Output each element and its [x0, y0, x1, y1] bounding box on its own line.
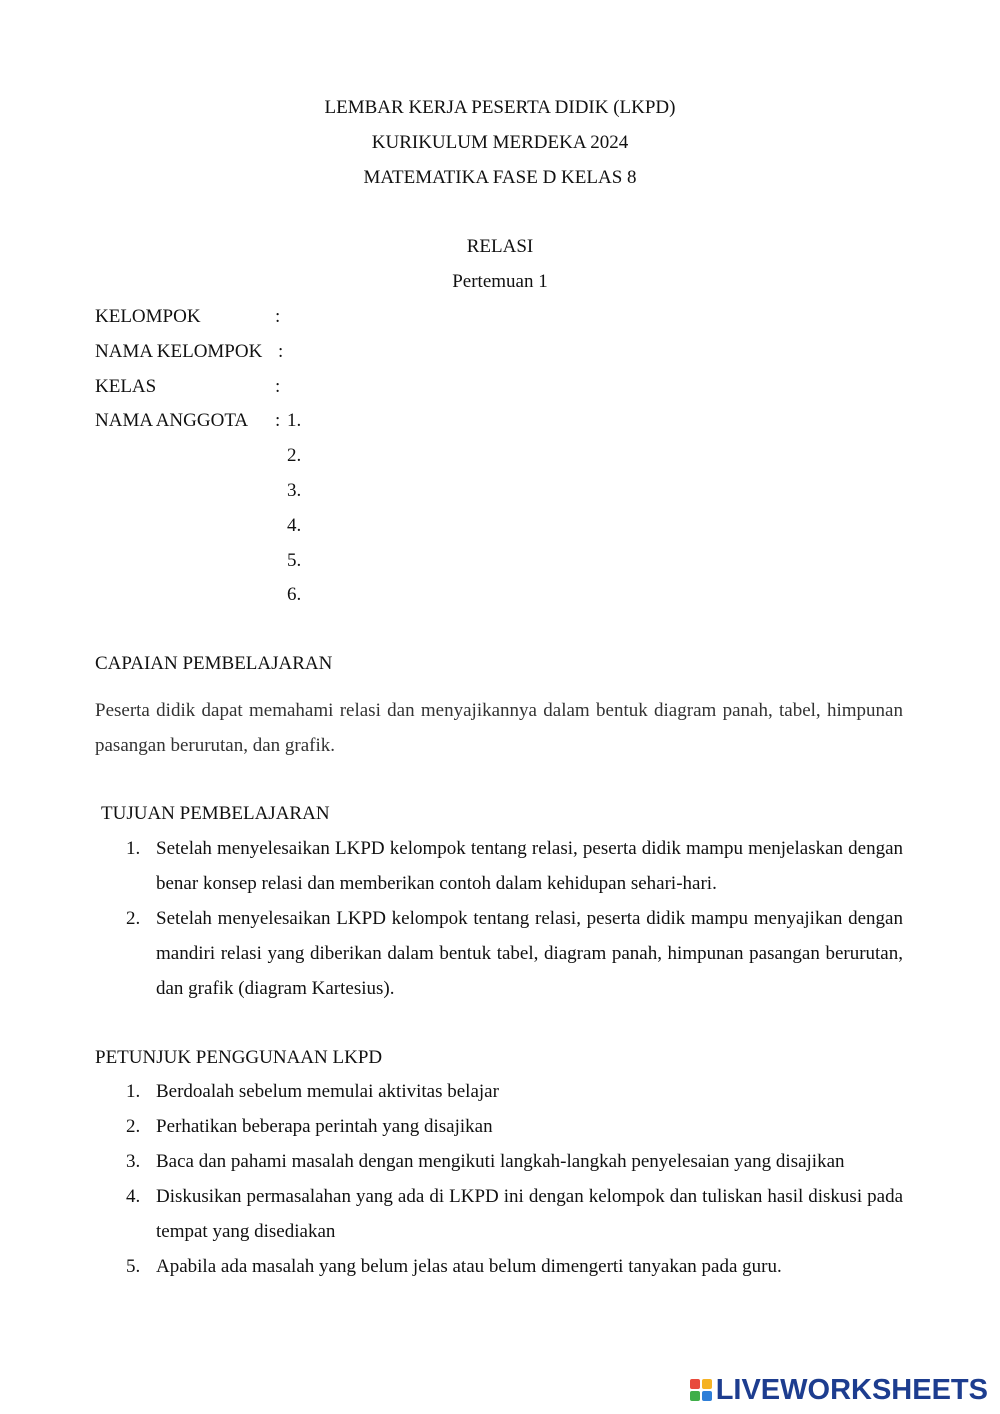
list-item: [126, 831, 903, 901]
nama-kelompok-colon: :: [278, 341, 284, 362]
header-line-3: MATEMATIKA FASE D KELAS 8: [363, 167, 637, 188]
list-item: [126, 1074, 903, 1109]
nama-anggota-colon: :: [275, 410, 281, 431]
list-item-number: 4.: [126, 1186, 141, 1207]
member-number-3: 3.: [287, 480, 302, 501]
logo-square-green: [690, 1391, 700, 1401]
list-item-text: Setelah menyelesaikan LKPD kelompok tentang relasi, peserta didik mampu menyajikan dengan mandiri relasi yang diberikan dalam bentuk tabel, diagram panah, himpunan pasangan berurutan, dan grafik (diagram Kartesius).: [156, 908, 903, 999]
member-number-5: 5.: [287, 550, 302, 571]
list-item: [126, 1144, 903, 1179]
list-item-text: Berdoalah sebelum memulai aktivitas belajar: [156, 1081, 499, 1102]
capaian-heading: CAPAIAN PEMBELAJARAN: [95, 653, 333, 674]
header-line-1: LEMBAR KERJA PESERTA DIDIK (LKPD): [324, 97, 676, 118]
liveworksheets-brand-name: LIVEWORKSHEETS: [715, 1374, 988, 1406]
tujuan-heading: TUJUAN PEMBELAJARAN: [101, 803, 330, 824]
list-item-text: Diskusikan permasalahan yang ada di LKPD ini dengan kelompok dan tuliskan hasil diskusi pada tempat yang disediakan: [156, 1186, 903, 1242]
list-item-number: 2.: [126, 1116, 141, 1137]
member-number-2: 2.: [287, 445, 302, 466]
list-item-number: 1.: [126, 1081, 141, 1102]
list-item-text: Apabila ada masalah yang belum jelas atau belum dimengerti tanyakan pada guru.: [156, 1256, 782, 1277]
list-item: [126, 1249, 903, 1284]
nama-anggota-label: NAMA ANGGOTA: [95, 410, 249, 431]
member-number-4: 4.: [287, 515, 302, 536]
member-number-6: 6.: [287, 584, 302, 605]
member-number-1: 1.: [287, 410, 302, 431]
nama-kelompok-label: NAMA KELOMPOK: [95, 341, 263, 362]
petunjuk-list: [126, 1074, 903, 1284]
list-item: [126, 1109, 903, 1144]
list-item-text: Baca dan pahami masalah dengan mengikuti langkah-langkah penyelesaian yang disajikan: [156, 1151, 845, 1172]
list-item-number: 2.: [126, 908, 141, 929]
capaian-text: Peserta didik dapat memahami relasi dan menyajikannya dalam bentuk diagram panah, tabel, himpunan pasangan berurutan, dan grafik.: [95, 700, 903, 756]
list-item-number: 5.: [126, 1256, 141, 1277]
logo-square-red: [690, 1379, 700, 1389]
petunjuk-heading: PETUNJUK PENGGUNAAN LKPD: [95, 1047, 383, 1068]
kelompok-label: KELOMPOK: [95, 306, 201, 327]
kelas-label: KELAS: [95, 376, 157, 397]
meeting-label: Pertemuan 1: [452, 271, 548, 292]
header-line-2: KURIKULUM MERDEKA 2024: [371, 132, 629, 153]
list-item-number: 1.: [126, 838, 141, 859]
list-item-number: 3.: [126, 1151, 141, 1172]
list-item: [126, 901, 903, 1006]
list-item: [126, 1179, 903, 1249]
tujuan-list: [126, 831, 903, 1006]
list-item-text: Setelah menyelesaikan LKPD kelompok tentang relasi, peserta didik mampu menjelaskan dengan benar konsep relasi dan memberikan contoh dalam kehidupan sehari-hari.: [156, 838, 903, 894]
kelompok-colon: :: [275, 306, 281, 327]
logo-square-blue: [702, 1391, 712, 1401]
kelas-colon: :: [275, 376, 281, 397]
topic-title: RELASI: [466, 236, 534, 257]
list-item-text: Perhatikan beberapa perintah yang disajikan: [156, 1116, 493, 1137]
logo-square-yellow: [702, 1379, 712, 1389]
liveworksheets-watermark[interactable]: [690, 1374, 988, 1406]
liveworksheets-logo-icon: [690, 1379, 712, 1401]
